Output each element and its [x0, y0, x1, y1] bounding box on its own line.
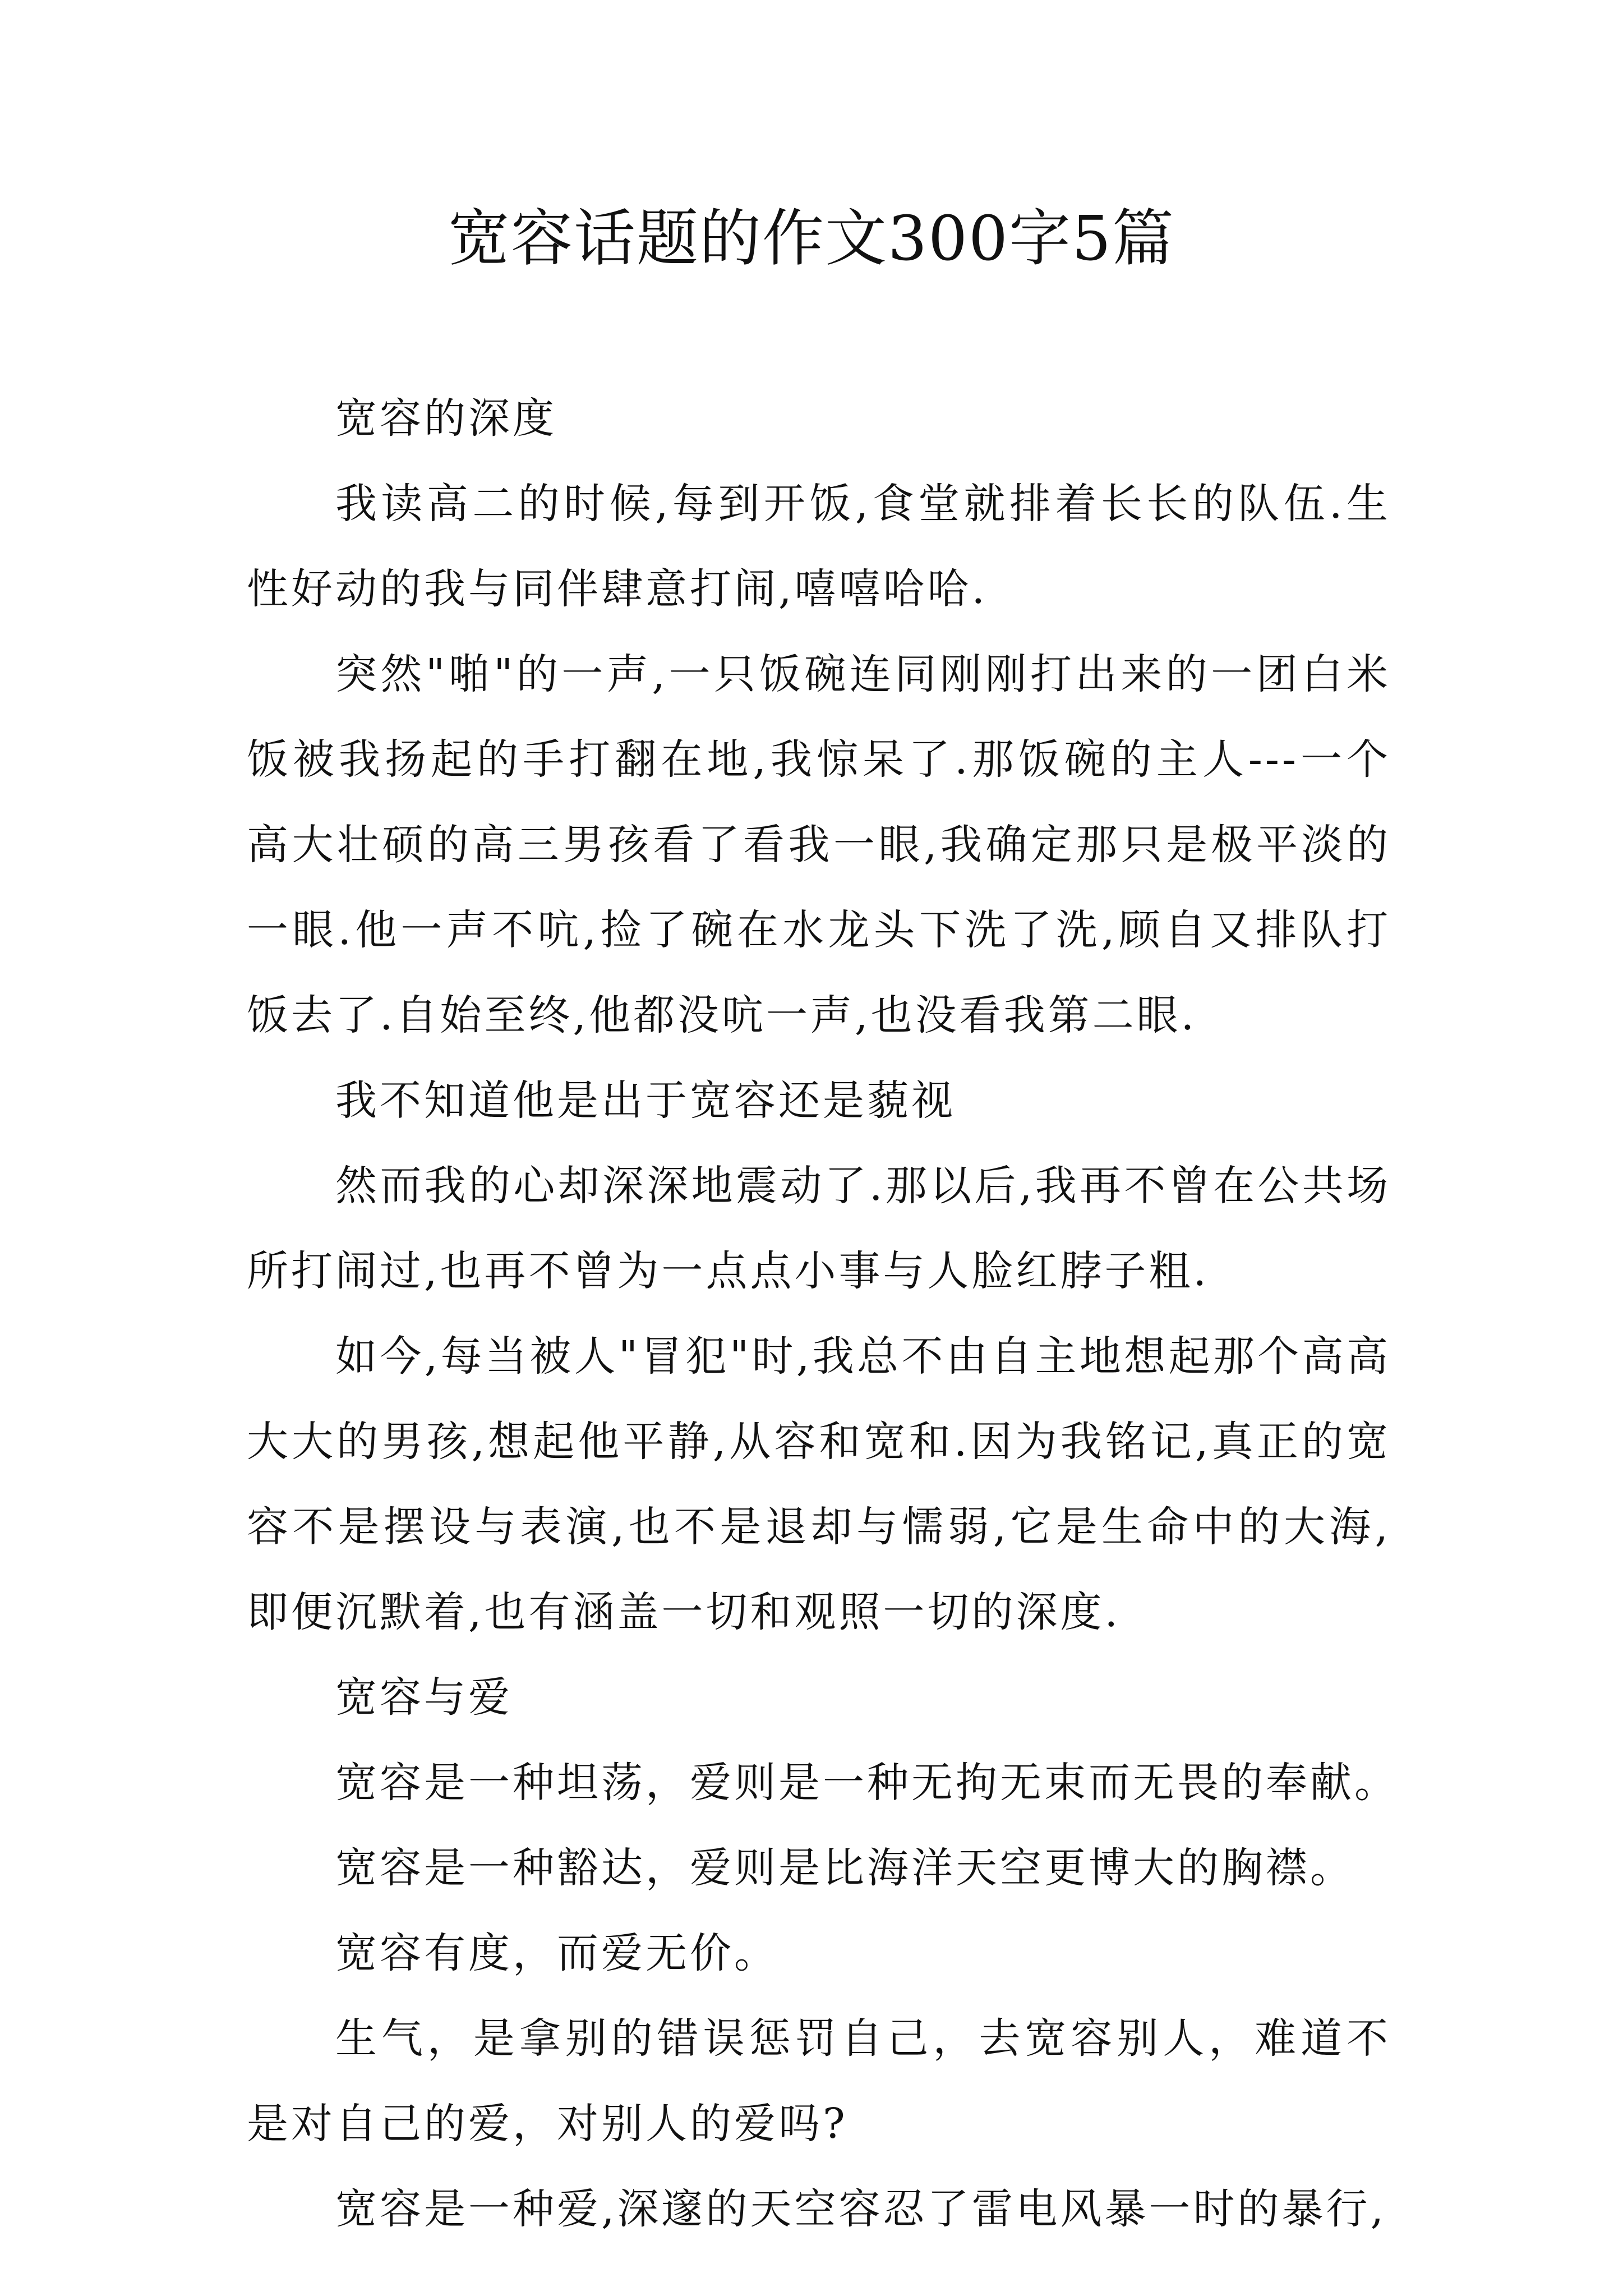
paragraph: 宽容是一种豁达，爱则是比海洋天空更博大的胸襟。 — [335, 1844, 1354, 1892]
paragraph: 生气，是拿别的错误惩罚自己，去宽容别人，难道不是对自己的爱，对别人的爱吗? — [247, 2014, 1391, 2148]
paragraph: 我不知道他是出于宽容还是藐视 — [335, 1076, 956, 1125]
paragraph: 宽容有度，而爱无价。 — [335, 1929, 778, 1977]
section-heading-depth: 宽容的深度 — [335, 394, 557, 443]
paragraph: 然而我的心却深深地震动了.那以后,我再不曾在公共场所打闹过,也再不曾为一点点小事与人脸红脖子粗. — [247, 1162, 1391, 1295]
paragraph: 突然"啪"的一声,一只饭碗连同刚刚打出来的一团白米饭被我扬起的手打翻在地,我惊呆了.那饭碗的主人---一个高大壮硕的高三男孩看了看我一眼,我确定那只是极平淡的一眼.他一声不吭,捡了碗在水龙头下洗了洗,顾自又排队打饭去了.自始至终,他都没吭一声,也没看我第二眼. — [247, 650, 1391, 1039]
document-title: 宽容话题的作文300字5篇 — [448, 203, 1175, 274]
paragraph: 我读高二的时候,每到开饭,食堂就排着长长的队伍.生性好动的我与同伴肆意打闹,嘻嘻哈哈. — [247, 480, 1391, 613]
document-body — [247, 376, 1399, 2252]
paragraph: 宽容是一种坦荡，爱则是一种无拘无束而无畏的奉献。 — [335, 1759, 1399, 1807]
section-heading-love: 宽容与爱 — [335, 1673, 513, 1722]
paragraph: 宽容是一种爱,深邃的天空容忍了雷电风暴一时的暴行, — [335, 2185, 1387, 2233]
paragraph: 如今,每当被人"冒犯"时,我总不由自主地想起那个高高大大的男孩,想起他平静,从容和宽和.因为我铭记,真正的宽容不是摆设与表演,也不是退却与懦弱,它是生命中的大海,即便沉默着,也有涵盖一切和观照一切的深度. — [247, 1332, 1391, 1636]
